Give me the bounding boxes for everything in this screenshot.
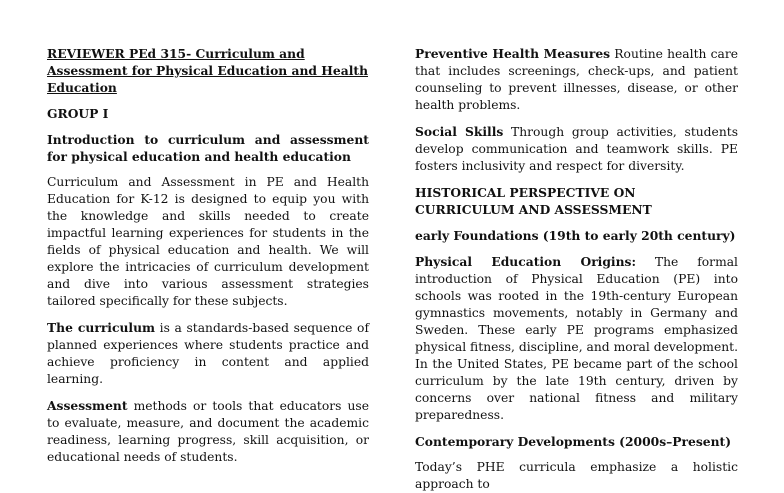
group-label: GROUP I (47, 106, 109, 121)
assessment-paragraph (47, 397, 369, 466)
social-term: Social Skills (415, 124, 504, 139)
early-foundations-heading: early Foundations (19th to early 20th century) (415, 228, 736, 243)
left-column (47, 45, 369, 466)
contemporary-heading: Contemporary Developments (2000s–Present) (415, 434, 732, 449)
intro-heading: Introduction to curriculum and assessment for physical education and health education (47, 132, 369, 164)
curriculum-paragraph (47, 319, 369, 388)
pe-origins-paragraph (415, 253, 738, 424)
assessment-definition: methods or tools that educators use to evaluate, measure, and document the academic readiness, learning progress, skill acquisition, or educational needs of students. (47, 399, 369, 464)
pe-origins-term: Physical Education Origins: (415, 254, 637, 269)
preventive-term: Preventive Health Measures (415, 46, 611, 61)
right-column (415, 45, 738, 493)
preventive-paragraph (415, 45, 738, 114)
document-title: REVIEWER PEd 315- Curriculum and Assessment for Physical Education and Health Education (47, 46, 369, 95)
curriculum-term: The curriculum (47, 320, 156, 335)
today-paragraph: Today’s PHE curricula emphasize a holistic approach to (415, 460, 738, 491)
social-paragraph (415, 123, 738, 175)
social-definition: Through group activities, students develop communication and teamwork skills. PE fosters inclusivity and respect for diversity. (415, 125, 739, 173)
pe-origins-text: The formal introduction of Physical Education (PE) into schools was rooted in the 19th-century European gymnastics movements, notably in Germany and Sweden. These early PE programs emphasized physical fitness, discipline, and moral development. In the United States, PE became part of the school curriculum by the late 19th century, driven by concerns over national fitness and military preparedness. (415, 255, 738, 422)
curriculum-definition: is a standards-based sequence of planned experiences where students practice and achieve proficiency in content and applied learning. (47, 321, 369, 386)
historical-heading: HISTORICAL PERSPECTIVE ON CURRICULUM AND ASSESSMENT (415, 185, 652, 217)
assessment-term: Assessment (47, 398, 128, 413)
intro-paragraph: Curriculum and Assessment in PE and Health Education for K-12 is designed to equip you with the knowledge and skills needed to create impactful learning experiences for students in the fields of physical education and health. We will explore the intricacies of curriculum development and dive into various assessment strategies tailored specifically for these subjects. (47, 175, 369, 308)
preventive-definition: Routine health care that includes screenings, check-ups, and patient counseling to prevent illnesses, disease, or other health problems. (415, 47, 738, 112)
